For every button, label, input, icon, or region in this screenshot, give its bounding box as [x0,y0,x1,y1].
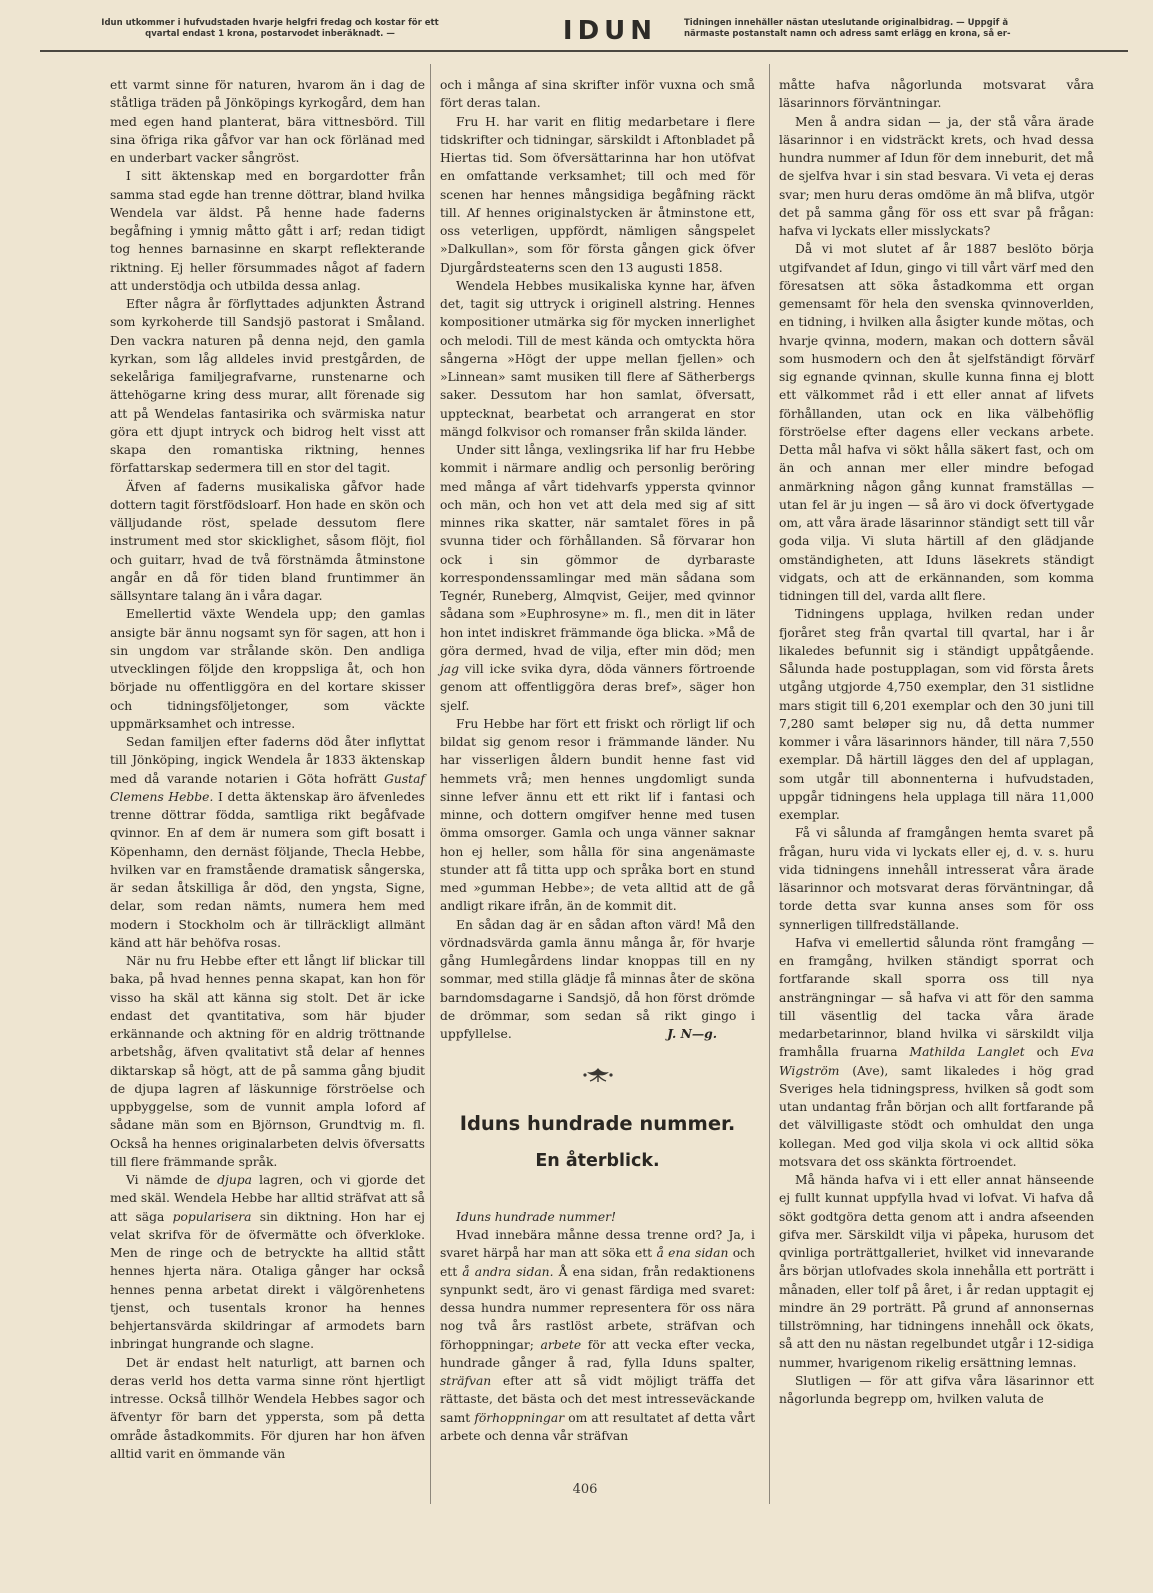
emphasis: sträfvan [440,1374,492,1388]
header-right-notice [684,18,1134,40]
text: för att vecka efter vecka, hundrade gånger å rad, fylla Iduns spalter, [440,1337,755,1370]
paragraph [440,916,755,1044]
paragraph: Emellertid växte Wendela upp; den gamlas ansigte bär ännu nogsamt syn för sagen, att hon i sin ungdom var strålande skön. Den andliga utvecklingen följde den kroppsliga åt, och hon började nu offentliggöra en del kortare skisser och tidningsföljetonger, som väckte uppmärksamhet och intresse. [110,607,425,731]
text: Hvad innebära månne dessa trenne ord? Ja, i svaret härpå har man att söka ett [440,1228,755,1261]
paragraph: Fru H. har varit en flitig medarbetare i flere tidskrifter och tidningar, särskildt i Aftonbladet på Hiertas tid. Som öfversättarinna har hon utöfvat en omfattande verksamhet; till och med för scenen har hennes mångsidiga begåfning räckt till. Af hennes originalstycken är åtminstone ett, oss veterligen, uppfördt, nämligen sångspelet »Dalkullan», som för första gången gick öfver Djurgårdsteaterns scen den 13 augusti 1858. [440,114,755,275]
article-title: Iduns hundrade nummer. [459,1111,736,1135]
paragraph: måtte hafva någorlunda motsvarat våra läsarinnors förväntningar. [779,78,1094,111]
text: lagren, och vi gjorde det med skäl. Wendela Hebbe har alltid sträfvat att så att säga [110,1173,425,1224]
article-lead: Iduns hundrade nummer! [456,1209,616,1224]
text: En sådan dag är en sådan afton värd! Må den vördnadsvärda gamla ännu många år, för hvarje gång Humlegårdens lindar knoppas till en ny sommar, med stilla glädje få minnas åter de sköna barndomsdagarne i Sandsjö, då hon först drömde de drömmar, som sedan så rikt gingo i uppfyllelse. [440,917,755,1041]
paragraph: Det är endast helt naturligt, att barnen och deras verld hos detta varma sinne rönt hjertligt intresse. Också tillhör Wendela Hebbes sagor och äfventyr för barn det yppersta, som på detta område åstadkommits. För djuren har hon äfven alltid varit en ömmande vän [110,1355,425,1461]
paragraph [440,1226,755,1445]
text: om att resultatet af detta vårt arbete och denna vår sträfvan [440,1410,756,1443]
paragraph: Fru Hebbe har fört ett friskt och rörligt lif och bildat sig genom resor i främmande länder. Nu har visserligen åldern bundit henne fast vid hemmets vrå; men hennes ungdomligt sunda sinne lefver ännu ett ett rikt lif i fantasi och minne, och dottern omgifver henne med tusen ömma omsorger. Gamla och unga vänner saknar hon ej heller, som hålla för sina angenämaste stunder att få titta upp och språka bort en stund med »gumman Hebbe»; de veta alltid att de gå andligt rikare ifrån, än de kommit dit. [440,716,755,914]
paragraph: Få vi sålunda af framgången hemta svaret på frågan, huru vida vi lyckats eller ej, d. v. s. huru vida tidningens innehåll intresserat våra ärade läsarinnor och motsvarat deras förväntningar, då torde detta svar kunna anses som för oss synnerligen tillfredställande. [779,826,1094,932]
emphasis: arbete [540,1337,582,1352]
page-number: 406 [572,1482,598,1497]
text: I detta äktenskap äro äfvenledes trenne döttrar födda, samtliga rikt begåfvade qvinnor. En af dem är numera som gift bosatt i Köpenhamn, den dernäst följande, Thecla Hebbe, hvilken var en framstående dramatisk sångerska, är sedan åtskilliga år död, den yngsta, Signe, delar, som redan nämts, numera hem med modern i Stockholm och är tillräckligt allmänt känd att här behöfva rosas. [110,789,425,950]
paragraph: Slutligen — för att gifva våra läsarinnor ett någorlunda begrepp om, hvilken valuta de [779,1373,1094,1406]
emphasis: förhoppningar [474,1410,565,1425]
paragraph: ett varmt sinne för naturen, hvarom än i dag de ståtliga träden på Jönköpings kyrkogård, dem han med egen hand planterat, bära vittnesbörd. Till sina öfriga rika gåfvor var han ock förlänad med en underbart vacker sångröst. [110,78,425,165]
header-right-line: närmaste postanstalt namn och adress samt erlägg en krona, så er- [684,29,1011,39]
text: Sedan familjen efter faderns död åter inflyttat till Jönköping, ingick Wendela år 1833 äktenskap med då varande notarien i Göta hofrätt [110,735,425,786]
page-header [0,0,1153,60]
header-left-line: qvartal endast 1 krona, postarvodet inberäknadt. — [145,29,395,39]
column-3 [779,76,1094,1408]
emphasis: jag [440,662,460,676]
paragraph [110,1171,425,1354]
header-left-notice [40,18,500,40]
person-name: Eva Wigström [779,1045,1094,1078]
header-rule [40,50,1128,52]
text: (Ave), samt likaledes i hög grad Sveriges hela tidningspress, hvilken så godt som utan undantag från början och allt fortfarande på det välvilligaste stödt och omhuldat den unga kollegan. Med god vilja skola vi ock alltid söka motsvara det oss skänkta förtroendet. [779,1063,1094,1169]
column-divider [430,64,431,1504]
person-name: Mathilda Langlet [909,1045,1025,1060]
header-right-line: Tidningen innehåller nästan uteslutande originalbidrag. — Uppgif å [684,18,1009,28]
text: Vi nämde de [126,1173,218,1187]
paragraph [779,934,1094,1171]
emphasis: popularisera [172,1209,252,1224]
header-left-line: Idun utkommer i hufvudstaden hvarje helgfri fredag och kostar för ett [101,18,439,28]
text: vill icke svika dyra, döda vänners förtroende genom att offentliggöra deras bref», säger hon sjelf. [440,662,755,713]
paragraph: Äfven af faderns musikaliska gåfvor hade dottern tagit förstfödsloarf. Hon hade en skön och välljudande röst, spelade dessutom flere instrument med stor skicklighet, såsom flöjt, fiol och guitarr, hvad de två förstnämda åtminstone angår en då för tiden bland fruntimmer än sällsyntare talang än i våra dagar. [110,479,425,603]
emphasis: å ena sidan [656,1246,729,1261]
paragraph [110,733,425,952]
column-1 [110,76,425,1463]
fleuron-icon [581,1066,615,1084]
author-signature: J. N—g. [667,1026,717,1041]
paragraph: Efter några år förflyttades adjunkten Åstrand som kyrkoherde till Sandsjö pastorat i Småland. Den vackra naturen på denna nejd, den gamla kyrkan, som låg alldeles invid prestgården, de sekelåriga familjegrafvarne, runstenarne och ättehögarne kring dess murar, allt förenade sig att på Wendelas fantasirika och svärmiska natur göra ett djupt intryck och bidrog helt visst att skapa den romantiska riktning, hennes författarskap sedermera till en stor del tagit. [110,297,425,476]
text: Under sitt långa, vexlingsrika lif har fru Hebbe kommit i närmare andlig och personlig beröring med många af vårt tidehvarfs yppersta qvinnor och män, och hon vet att dela med sig af sitt minnes rika skatter, när samtalet föres in på svunna tider och förhållanden. Så förvarar hon ock i sin gömmor de dyrbaraste korrespondenssamlingar med män sådana som Tegnér, Runeberg, Almqvist, Geijer, med qvinnor sådana som »Euphrosyne» m. fl., men dit in läter hon intet indiskret främmande öga blicka. »Må de göra dermed, hvad de vilja, efter min död; men [440,443,755,658]
paragraph: Tidningens upplaga, hvilken redan under fjoråret steg från qvartal till qvartal, har i år likaledes befunnit sig i ständigt uppåtgående. Sålunda hade postupplagan, som vid första årets utgång utgjorde 4,750 exemplar, den 31 sistlidne mars stigit till 6,201 exemplar och den 30 juni till 7,280 samt beløper sig nu, då detta nummer kommer i våra läsarinnors händer, till nära 7,550 exemplar. Då härtill lägges den del af upplagan, som utgår till abonnenterna i hufvudstaden, uppgår tidningens hela upplaga till nära 11,000 exemplar. [779,607,1094,822]
text: efter att så vidt möjligt träffa det rättaste, det bästa och det mest intresseväckande samt [440,1374,755,1425]
text: Hafva vi emellertid sålunda rönt framgång — en framgång, hvilken ständigt sporrat och fortfarande skall sporra oss till nya ansträngningar — så hafva vi att för den samma till väsentlig del tacka våra ärade medarbetarinnor, bland hvilka vi särskildt vilja framhålla fruarna [779,935,1094,1060]
text: sin diktning. Hon har ej velat skrifva för de öfvermätte och öfverkloke. Men de ringe och de betryckte ha alltid stått hennes hjerta nära. Otaliga gånger har också hennes penna arbetat direkt i välgörenhetens tjenst, och tusentals kronor ha hennes behjertansvärda skildringar af armodets barn inbringat hungrande och slagne. [110,1209,425,1352]
paragraph: Då vi mot slutet af år 1887 beslöto börja utgifvandet af Idun, gingo vi till vårt värf med den föresatsen att söka åstadkomma ett organ gemensamt för hela den svenska qvinnoverlden, en tidning, i hvilken alla åsigter kunde mötas, och hvarje qvinna, modern, makan och dottern såväl som husmodern och den åt sjelfständigt förvärf sig egnande qvinnan, skulle kunna finna ej blott ett välkommet råd i ett eller annat af lifvets förhållanden, utan ock en lika välbehöflig förströelse efter dagens eller veckans arbete. Detta mål hafva vi sökt hålla säkert fast, och om än och annan mer eller mindre befogad anmärkning någon gång kunnat framställas — utan fel är ju ingen — så äro vi dock öfvertygade om, att våra ärade läsarinnor ständigt sett till vår goda vilja. Vi sluta härtill af den glädjande omständigheten, att Iduns läsekrets ständigt vidgats, och att de erkännanden, som komma tidningen till del, varda allt flere. [779,242,1094,603]
paragraph: När nu fru Hebbe efter ett långt lif blickar till baka, på hvad hennes penna skapat, kan hon för visso ha skäl att känna sig stolt. Det är icke endast det qvantitativa, som här bjuder erkännande och aktning för en aldrig tröttnande arbetshåg, äfven qvalitativt stå delar af hennes diktarskap så högt, att de på samma gång bjudit de djupa lagren af läskunnige förströelse och uppbyggelse, som de vunnit ampla loford af sådane män som en Björnson, Grundtvig m. fl. Också ha hennes originalarbeten delvis öfversatts till flere främmande språk. [110,954,425,1169]
paragraph: I sitt äktenskap med en borgardotter från samma stad egde han trenne döttrar, bland hvilka Wendela var äldst. På henne hade faderns begåfning i ymnig måtto gått i arf; redan tidigt tog hennes barnasinne en skarpt reflekterande riktning. Ej heller försummades något af fadern att understödja och utbilda dessa anlag. [110,169,425,293]
paragraph: Men å andra sidan — ja, der stå våra ärade läsarinnor i en vidsträckt krets, och hvad dessa hundra nummer af Idun för dem inneburit, det må de sjelfva hvar i sin stad besvara. Vi veta ej deras svar; men huru deras omdöme än må blifva, utgör det på samma gång för oss ett svar på frågan: hafva vi lyckats eller misslyckats? [779,114,1094,238]
column-2 [440,76,755,1445]
paragraph: Wendela Hebbes musikaliska kynne har, äfven det, tagit sig uttryck i originell alstring. Hennes kompositioner utmärka sig för mycken innerlighet och melodi. Till de mest kända och omtyckta höra sångerna »Högt der uppe mellan fjellen» och »Linnean» samt musiken till flere af Sätherbergs saker. Dessutom har hon samlat, öfversatt, upptecknat, bearbetat och arrangerat en stor mängd folkvisor och romanser från skilda länder. [440,278,755,439]
person-name: Gustaf Clemens Hebbe. [110,771,425,804]
article-subtitle: En återblick. [535,1150,660,1171]
text: och [1024,1045,1071,1060]
column-divider [769,64,770,1504]
masthead-title: IDUN [562,16,658,46]
text: och ett [440,1246,755,1279]
emphasis: djupa [217,1173,252,1187]
ornament-divider [440,1065,755,1084]
paragraph: och i många af sina skrifter inför vuxna och små fört deras talan. [440,78,755,111]
text: Å ena sidan, från redaktionens synpunkt sedt, äro vi genast färdiga med svaret: dessa hundra nummer representera för oss nära nog två års rastlöst arbete, sträfvan och förhoppningar; [440,1264,755,1352]
paragraph [440,441,755,715]
paragraph: Må hända hafva vi i ett eller annat hänseende ej fullt kunnat uppfylla hvad vi lofvat. Vi hafva då sökt godtgöra detta genom att i andra afseenden gifva mer. Särskildt vilja vi påpeka, hurusom det qvinliga porträttgalleriet, hvilket vid innevarande års början utlofvades skola innehålla ett porträtt i månaden, eller tolf på året, i år redan upptagit ej mindre än 29 porträtt. På grund af annonsernas tillströmning, har tidningens innehåll ock ökats, så att den nu nästan regelbundet utgår i 12-sidiga nummer, hvarigenom rikelig ersättning lemnas. [779,1173,1094,1370]
emphasis: å andra sidan. [462,1264,554,1279]
